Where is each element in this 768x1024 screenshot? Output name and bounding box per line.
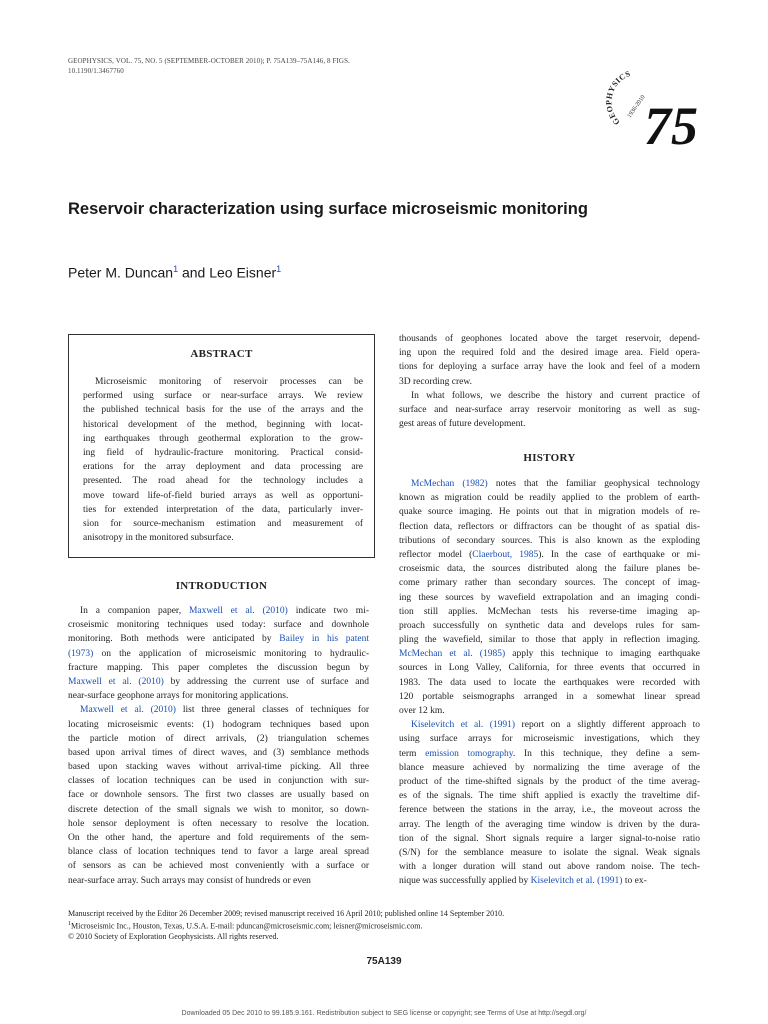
text-line: sion for source-mechanism estimation and measurement of (83, 518, 363, 529)
logo-number: 75 (644, 96, 698, 156)
doi-line: 10.1190/1.3467760 (68, 67, 124, 75)
text-segment: list three general classes of techniques for (175, 705, 369, 716)
abstract-box (68, 334, 375, 558)
text-line (399, 747, 700, 761)
text-segment: apply this technique to imaging earthquake (505, 649, 700, 660)
text-line (68, 689, 369, 703)
text-segment: hole sensor deployment is often necessary to resolve the location. (68, 818, 369, 829)
text-segment: . In this technique, they define a sem- (512, 748, 700, 759)
text-line (399, 832, 700, 846)
text-line (68, 831, 369, 845)
text-line (68, 859, 369, 873)
author-separator: and (178, 264, 210, 281)
text-segment: face or downhole sensors. The first two classes are usually based on (68, 790, 369, 801)
text-line (68, 817, 369, 831)
page-number: 75A139 (366, 956, 402, 967)
text-line: ing field of hydraulic-fracture monitoring. Practical consid- (83, 447, 363, 458)
text-segment: In a companion paper, (80, 606, 189, 616)
text-line: Microseismic monitoring of reservoir processes can be (95, 377, 363, 387)
text-line (68, 675, 369, 689)
text-segment: pling the wavefield, similar to those that apply in reflection imaging. (399, 635, 700, 646)
text-line: thousands of geophones located above the target reservoir, depend- (399, 334, 700, 344)
text-segment: sources in Long Valley, California, for three events that occurred in (399, 663, 700, 674)
text-line: move toward life-of-field buried arrays as well as opportuni- (83, 490, 363, 501)
text-segment: tion of the signal. Short signals require a larger signal-to-noise ratio (399, 833, 700, 844)
citation-link[interactable]: McMechan (1982) (411, 479, 488, 489)
text-segment: near-surface array. Such arrays may consist of hundreds or even (68, 875, 311, 886)
text-line (399, 491, 700, 505)
introduction-body (68, 604, 369, 888)
text-line (68, 618, 369, 632)
anniversary-logo (600, 60, 700, 160)
manuscript-note: Manuscript received by the Editor 26 December 2009; revised manuscript received 16 April 2010; published online 14 September 2010. (68, 909, 505, 918)
affiliation-marker[interactable]: 1 (173, 264, 179, 274)
text-segment: by addressing the current use of surface and (163, 676, 369, 687)
author-name: Peter M. Duncan (68, 264, 174, 281)
text-line (68, 803, 369, 817)
citation-link[interactable]: emission tomography (425, 748, 513, 759)
text-segment: ference between the stations in the array, i.e., the moveout across the (399, 805, 700, 816)
text-segment: (S/N) for the semblance measure to isolate the signal. Weak signals (399, 847, 700, 858)
text-line (399, 477, 700, 491)
text-line (399, 520, 700, 534)
introduction-continued (399, 332, 700, 431)
text-segment: with a longer duration will stand out above random noise. The tech- (399, 862, 700, 873)
text-segment: ). In the case of earthquake or mi- (538, 549, 701, 560)
logo-arc-text: GEOPHYSICS (604, 68, 632, 127)
text-segment: over 12 km. (399, 706, 445, 716)
text-line: erations for the array deployment and data processing are (83, 462, 363, 473)
text-line (68, 732, 369, 746)
affiliation-text: Microseismic Inc., Houston, Texas, U.S.A. E-mail: pduncan@microseismic.com; leisner@microseismic.com. (71, 921, 423, 931)
author-name: Leo Eisner (209, 264, 277, 281)
text-line: presented. The road ahead for the technology includes a (83, 476, 363, 487)
text-line (68, 703, 369, 717)
text-line (399, 874, 700, 888)
text-segment: flection data, reflectors or diffractors can be thought of as spatial dis- (399, 521, 700, 532)
text-line (399, 846, 700, 860)
citation-line: GEOPHYSICS, VOL. 75, NO. 5 (SEPTEMBER-OCTOBER 2010); P. 75A139–75A146, 8 FIGS. (68, 57, 350, 65)
text-segment: based upon arrival times of direct waves, and (3) semblance methods (68, 747, 369, 758)
text-line: In what follows, we describe the history and current practice of (411, 390, 700, 401)
text-segment: reflector model ( (399, 549, 473, 560)
text-line: tions for deploying a surface array have the look and feel of a modern (399, 362, 700, 373)
affiliation-marker[interactable]: 1 (276, 264, 282, 274)
citation-link[interactable]: Bailey in his patent (279, 634, 369, 645)
text-segment: discrete detection of the small signals we wish to monitor, so down- (68, 804, 369, 815)
text-line (399, 818, 700, 832)
text-segment: based upon stacking waves without arrival-time picking. All three (68, 762, 369, 773)
text-segment: 120 portable seismographs arranged in a somewhat linear spread (399, 691, 700, 702)
text-line (68, 788, 369, 802)
text-line: ties for extended interpretation of the data, particularly inver- (83, 504, 363, 515)
text-segment: nique was successfully applied by (399, 876, 531, 887)
text-segment: quake source imaging. He points out that in migration models of re- (399, 507, 700, 518)
text-line: 3D recording crew. (399, 376, 472, 387)
introduction-heading: INTRODUCTION (175, 580, 268, 592)
text-line (399, 718, 700, 732)
logo-years: 1936-2010 (626, 94, 647, 120)
text-segment: blance measure achieved by normalizing the time average of the (399, 762, 700, 773)
citation-link[interactable]: Kiselevitch et al. (1991) (411, 720, 516, 731)
text-segment: to ex- (622, 876, 647, 887)
citation-link[interactable]: Kiselevitch et al. (1991) (530, 876, 623, 887)
text-line (399, 605, 700, 619)
text-line (399, 704, 700, 718)
text-line (68, 661, 369, 675)
text-segment: blance class of location techniques tend to favor a large areal spread (68, 847, 369, 858)
text-line (399, 633, 700, 647)
text-line (399, 690, 700, 704)
text-segment: monitoring. Both methods were anticipated by (68, 634, 280, 645)
text-segment: classes of location techniques can be used in conjunction with sur- (68, 776, 369, 787)
text-line (399, 761, 700, 775)
text-line (399, 789, 700, 803)
text-line (399, 676, 700, 690)
text-line (399, 548, 700, 562)
text-line (68, 845, 369, 859)
text-segment: of sensors as can be achieved most conveniently with a surface or (68, 861, 369, 872)
text-line (399, 576, 700, 590)
text-line: anisotropy in the monitored subsurface. (83, 533, 234, 544)
text-line (399, 661, 700, 675)
text-segment: near-surface geophone arrays for monitoring applications. (68, 691, 289, 702)
text-segment: es of the signals. The time shift applied is exactly the traveltime dif- (399, 791, 700, 802)
text-line (399, 562, 700, 576)
journal-header (68, 56, 350, 76)
text-segment: 1983. The data used to locate the earthquakes were recorded with (399, 677, 700, 688)
history-heading: HISTORY (523, 452, 576, 464)
text-segment: croseismic data, the sources distributed along the failure planes be- (399, 564, 700, 575)
text-line (68, 632, 369, 646)
text-line (399, 534, 700, 548)
text-line (68, 746, 369, 760)
text-line (68, 874, 369, 888)
text-line: performed using surface or near-surface arrays. We review (83, 391, 363, 402)
text-segment: locating microseismic events: (1) hodogram techniques based upon (68, 719, 369, 730)
text-line (399, 505, 700, 519)
text-line: surface and near-surface array reservoir monitoring as well as sug- (399, 404, 700, 415)
abstract-body (83, 375, 363, 545)
text-line (68, 604, 369, 618)
footnotes (68, 909, 504, 942)
text-segment: known as migration could be readily applied to the problem of earth- (399, 493, 700, 504)
citation-link[interactable]: McMechan et al. (1985) (399, 649, 506, 660)
citation-link[interactable]: Maxwell et al. (2010) (68, 676, 164, 687)
paper-title: Reservoir characterization using surface microseismic monitoring (68, 200, 588, 218)
text-line (399, 732, 700, 746)
text-line (399, 775, 700, 789)
text-segment: term (399, 748, 426, 759)
text-line: ing earthquakes through geothermal exploration to the grow- (83, 433, 363, 444)
citation-link[interactable]: Maxwell et al. (2010) (188, 606, 288, 616)
text-segment: come primary rather than secondary sources. The concept of imag- (399, 578, 700, 589)
text-segment: ing these sources by wavefield extrapolation and an imaging condi- (399, 592, 700, 603)
author-line (68, 264, 281, 281)
text-segment: the particle motion of direct arrivals, (2) triangulation schemes (68, 733, 369, 744)
text-segment: proach successfully on synthetic data and develops rules for sam- (399, 620, 700, 631)
download-notice: Downloaded 05 Dec 2010 to 99.185.9.161. Redistribution subject to SEG license or copyright; see Terms of Use at http://segdl.org/ (181, 1010, 587, 1017)
text-line (399, 860, 700, 874)
text-segment: tion still applies. McMechan tests his reverse-time imaging ap- (399, 606, 700, 617)
text-segment: product of the time-shifted signals by the product of the time averag- (399, 776, 700, 787)
copyright-note: © 2010 Society of Exploration Geophysicists. All rights reserved. (68, 931, 279, 941)
text-segment: notes that the familiar geophysical technology (487, 479, 701, 489)
text-segment: fracture mapping. This paper completes the discussion begun by (68, 662, 369, 673)
text-line (68, 718, 369, 732)
text-segment: indicate two mi- (287, 606, 369, 616)
abstract-heading: ABSTRACT (190, 348, 253, 360)
text-segment: array. The length of the averaging time window is driven by the dura- (399, 819, 700, 830)
text-line (68, 647, 369, 661)
citation-link[interactable]: Claerbout, 1985 (472, 549, 539, 560)
text-line: ing upon the required fold and the desired image area. Field opera- (399, 348, 700, 359)
text-line (399, 647, 700, 661)
affiliation-note (68, 919, 504, 932)
text-segment: report on a slightly different approach to (515, 720, 701, 731)
text-segment: On the other hand, the aperture and fold requirements of the sem- (68, 833, 369, 843)
citation-link[interactable]: Maxwell et al. (2010) (80, 705, 176, 716)
history-body (399, 477, 700, 888)
text-segment: tributions of secondary sources. This is also known as the exploding (399, 535, 700, 546)
text-segment: croseismic monitoring techniques used today: surface and downhole (68, 620, 369, 631)
text-line (68, 760, 369, 774)
text-line: historical development of the method, beginning with locat- (83, 419, 363, 430)
affiliation-marker: 1 (68, 921, 71, 927)
citation-link[interactable]: (1973) (68, 648, 94, 659)
text-segment: using surface arrays for microseismic investigations, which they (399, 734, 700, 745)
text-line (399, 591, 700, 605)
text-line: the published technical basis for the use of the arrays and the (83, 405, 363, 416)
text-line (399, 803, 700, 817)
text-segment: on the application of microseismic monitoring to hydraulic- (93, 648, 369, 659)
text-line (68, 774, 369, 788)
text-line: gest areas of future development. (399, 419, 526, 430)
text-line (399, 619, 700, 633)
